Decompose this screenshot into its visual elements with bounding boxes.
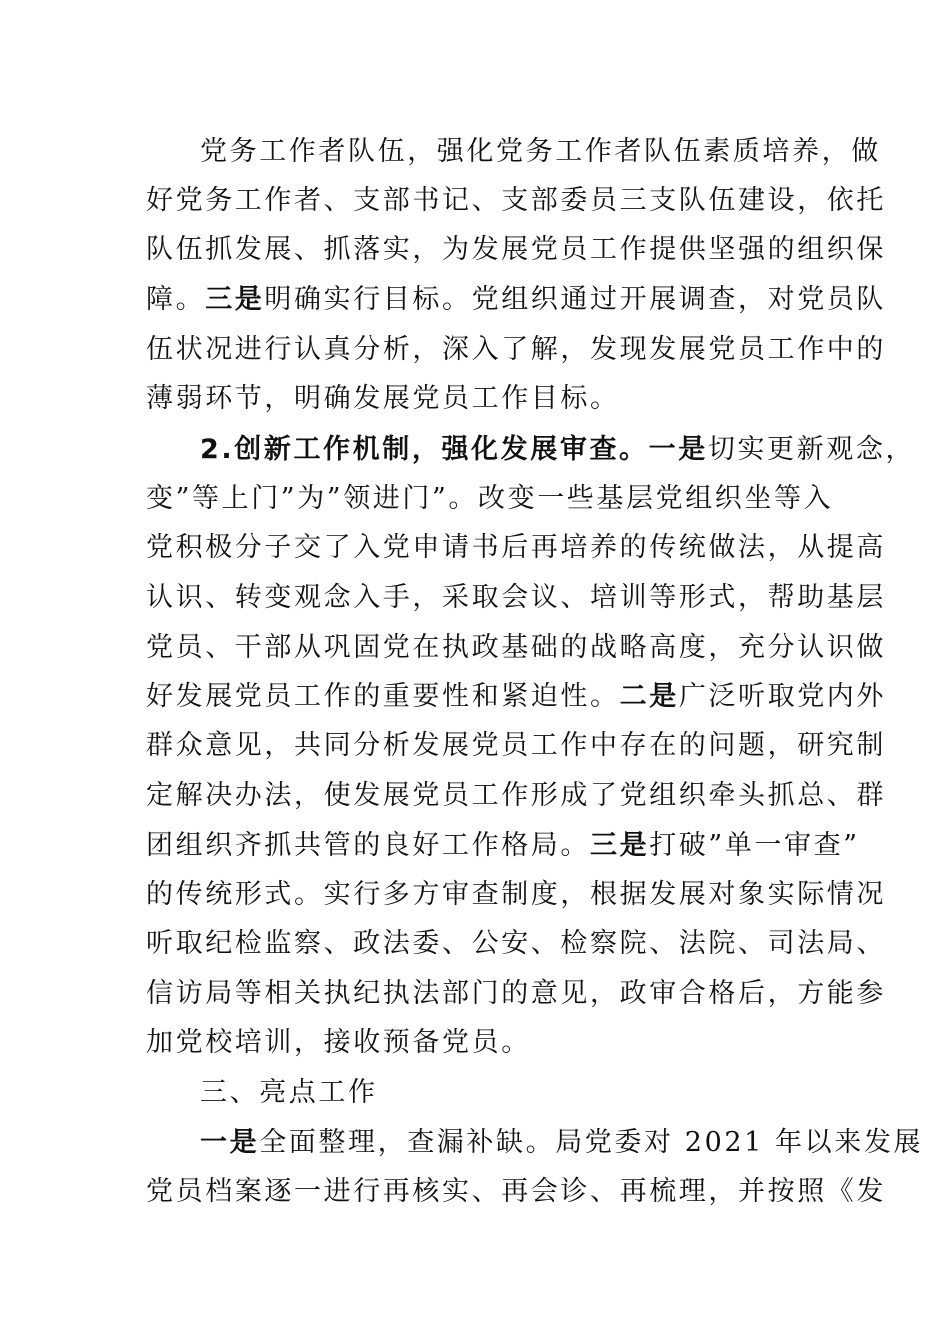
text-run: 定解决办法，使发展党员工作形成了党组织牵头抓总、群 [146,780,886,811]
paragraph-line [146,574,886,622]
subheading: 2.创新工作机制，强化发展审查。 [200,434,649,465]
text-run: 信访局等相关执纪执法部门的意见，政审合格后，方能参 [146,978,886,1009]
text-run: 团组织齐抓共管的良好工作格局。 [146,830,590,861]
paragraph-line [146,822,860,870]
paragraph-line [146,375,826,423]
paragraph-line [146,624,886,672]
bold-marker: 三是 [205,284,265,315]
section-heading [200,1069,826,1117]
text-run: 群众意见，共同分析发展党员工作中存在的问题，研究制 [146,730,886,761]
text-run: 的传统形式。实行多方审查制度，根据发展对象实际情况 [146,879,886,910]
paragraph-line [146,524,886,572]
text-run: 听取纪检监察、政法委、公安、检察院、法院、司法局、 [146,928,886,959]
text-run: 广泛听取党内外 [678,681,887,712]
paragraph-line [146,920,886,968]
paragraph-line [200,426,916,474]
text-run: 好发展党员工作的重要性和紧迫性。 [146,681,620,712]
text-run: 党员档案逐一进行再核实、再会诊、再梳理，并按照《发 [146,1176,886,1207]
paragraph-line [146,177,886,225]
paragraph-line [146,1168,886,1216]
paragraph-line [146,1019,826,1067]
text-run: 全面整理，查漏补缺。局党委对 2021 年以来发展 [259,1127,924,1158]
paragraph-line [146,326,886,374]
paragraph-line [146,772,886,820]
text-run: 党积极分子交了入党申请书后再培养的传统做法，从提高 [146,532,886,563]
text-run: 党务工作者队伍，强化党务工作者队伍素质培养，做 [200,136,881,167]
text-run: 薄弱环节，明确发展党员工作目标。 [146,383,620,414]
paragraph-line [200,128,881,176]
paragraph-line [200,1119,924,1167]
paragraph-line [146,673,887,721]
text-run: 好党务工作者、支部书记、支部委员三支队伍建设，依托 [146,185,886,216]
text-run: 认识、转变观念入手，采取会议、培训等形式，帮助基层 [146,582,886,613]
paragraph-line [146,970,886,1018]
text-run: 加党校培训，接收预备党员。 [146,1027,531,1058]
paragraph-line [146,871,886,919]
bold-marker: 二是 [619,681,679,712]
text-run: 明确实行目标。党组织通过开展调查，对党员队 [264,284,887,315]
section-heading-text: 三、亮点工作 [200,1077,378,1108]
paragraph-line [146,276,887,324]
bold-marker: 一是 [200,1127,260,1158]
paragraph-line [146,226,886,274]
text-run: 打破”单一审查” [649,830,860,861]
bold-marker: 一是 [648,434,708,465]
text-run: 切实更新观念， [707,434,916,465]
text-run: 伍状况进行认真分析，深入了解，发现发展党员工作中的 [146,334,886,365]
paragraph-line [146,722,886,770]
text-run: 障。 [146,284,206,315]
paragraph-line [146,475,834,523]
text-run: 党员、干部从巩固党在执政基础的战略高度，充分认识做 [146,632,886,663]
text-run: 变”等上门”为”领进门”。改变一些基层党组织坐等入 [146,483,834,514]
text-run: 队伍抓发展、抓落实，为发展党员工作提供坚强的组织保 [146,234,886,265]
bold-marker: 三是 [590,830,650,861]
